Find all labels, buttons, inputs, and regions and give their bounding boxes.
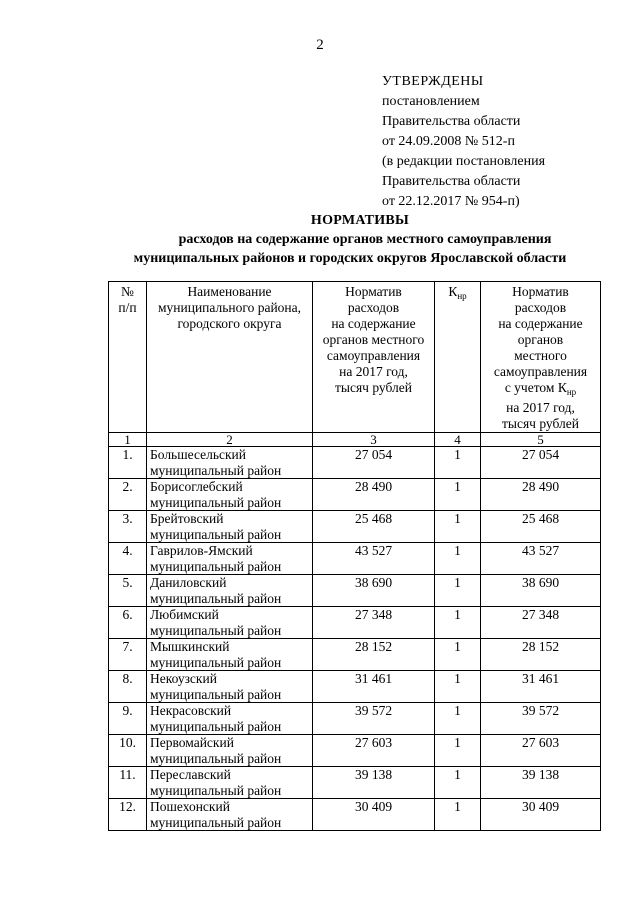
row-adjusted-norm: 27 348 [481,607,601,639]
header-subscript: нр [566,387,577,397]
header-text: расходов [347,300,400,315]
row-coefficient: 1 [435,639,481,671]
row-name [147,575,313,607]
row-adjusted-norm: 31 461 [481,671,601,703]
name-line: муниципальный район [150,654,282,670]
row-name [147,703,313,735]
header-text: тысяч рублей [502,416,579,431]
header-text: с учетом К [504,380,567,395]
name-line: муниципальный район [150,558,282,574]
row-number: 9. [109,703,147,735]
name-line: муниципальный район [150,622,282,638]
name-line: Гаврилов-Ямский [150,543,253,558]
column-number: 1 [109,433,147,447]
name-line: муниципальный район [150,718,282,734]
row-norm: 39 572 [313,703,435,735]
column-number: 4 [435,433,481,447]
row-number: 4. [109,543,147,575]
row-number: 1. [109,447,147,479]
row-name [147,639,313,671]
row-adjusted-norm: 27 054 [481,447,601,479]
header-text: Норматив [345,284,402,299]
header-text: самоуправления [493,364,588,379]
title-line-1: НОРМАТИВЫ [310,213,410,228]
row-adjusted-norm: 39 572 [481,703,601,735]
header-text: № [121,284,134,299]
header-subscript: нр [457,291,467,301]
row-coefficient: 1 [435,447,481,479]
table-row [109,767,601,799]
approval-block [382,72,545,212]
header-text: муниципального района, [157,300,302,315]
row-number: 5. [109,575,147,607]
row-coefficient: 1 [435,511,481,543]
row-norm: 28 490 [313,479,435,511]
header-text: на 2017 год, [506,400,575,415]
name-line: Большесельский [150,447,246,462]
header-text: К [448,284,458,299]
row-coefficient: 1 [435,575,481,607]
table-row [109,447,601,479]
row-norm: 43 527 [313,543,435,575]
header-text: на 2017 год, [339,364,408,379]
row-number: 3. [109,511,147,543]
title-line-2: расходов на содержание органов местного самоуправления [178,232,552,247]
table-row [109,511,601,543]
row-name [147,735,313,767]
name-line: муниципальный район [150,462,282,478]
row-norm: 25 468 [313,511,435,543]
name-line: муниципальный район [150,590,282,606]
name-line: муниципальный район [150,526,282,542]
norms-table [108,281,601,831]
table-row [109,543,601,575]
name-line: Любимский [150,607,219,622]
title-line-3: муниципальных районов и городских округов Ярославской области [133,251,567,266]
name-line: Даниловский [150,575,227,590]
row-number: 11. [109,767,147,799]
approval-line: постановлением [382,94,480,109]
name-line: Мышкинский [150,639,230,654]
row-name [147,447,313,479]
header-text: Норматив [512,284,569,299]
header-text: органов местного [322,332,425,347]
row-norm: 27 603 [313,735,435,767]
row-norm: 30 409 [313,799,435,831]
header-text: городского округа [177,316,282,331]
table-row [109,575,601,607]
header-norm [313,282,435,433]
name-line: Пошехонский [150,799,230,814]
table-row [109,479,601,511]
name-line: Переславский [150,767,231,782]
row-adjusted-norm: 28 152 [481,639,601,671]
row-coefficient: 1 [435,703,481,735]
header-name [147,282,313,433]
row-number: 2. [109,479,147,511]
row-adjusted-norm: 28 490 [481,479,601,511]
column-number-row [109,433,601,447]
table-row [109,671,601,703]
row-coefficient: 1 [435,543,481,575]
header-text: на содержание [498,316,583,331]
header-coefficient [435,282,481,433]
row-coefficient: 1 [435,799,481,831]
row-name [147,479,313,511]
row-norm: 27 054 [313,447,435,479]
row-adjusted-norm: 39 138 [481,767,601,799]
header-text: самоуправления [326,348,421,363]
row-number: 12. [109,799,147,831]
row-coefficient: 1 [435,735,481,767]
table-row [109,639,601,671]
row-number: 10. [109,735,147,767]
header-text: расходов [514,300,567,315]
header-text: Наименование [187,284,272,299]
row-name [147,767,313,799]
name-line: Борисоглебский [150,479,243,494]
row-name [147,511,313,543]
row-coefficient: 1 [435,479,481,511]
approval-heading: УТВЕРЖДЕНЫ [382,74,484,89]
table-row [109,799,601,831]
name-line: муниципальный район [150,814,282,830]
approval-line: (в редакции постановления [382,154,546,169]
row-name [147,671,313,703]
approval-line: Правительства области [382,174,521,189]
approval-line: от 24.09.2008 № 512-п [382,134,515,149]
name-line: муниципальный район [150,750,282,766]
header-text [484,380,597,400]
row-coefficient: 1 [435,607,481,639]
row-norm: 27 348 [313,607,435,639]
document-title [0,211,640,268]
header-adjusted-norm [481,282,601,433]
column-number: 5 [481,433,601,447]
name-line: муниципальный район [150,686,282,702]
row-number: 7. [109,639,147,671]
row-adjusted-norm: 43 527 [481,543,601,575]
row-adjusted-norm: 30 409 [481,799,601,831]
row-norm: 31 461 [313,671,435,703]
row-norm: 38 690 [313,575,435,607]
row-norm: 39 138 [313,767,435,799]
name-line: Первомайский [150,735,234,750]
name-line: Брейтовский [150,511,224,526]
header-text: местного [514,348,567,363]
header-text: п/п [118,300,137,315]
row-name [147,543,313,575]
column-number: 2 [147,433,313,447]
name-line: Некоузский [150,671,217,686]
row-adjusted-norm: 38 690 [481,575,601,607]
row-name [147,799,313,831]
header-text: на содержание [331,316,416,331]
table-row [109,607,601,639]
name-line: муниципальный район [150,494,282,510]
row-number: 8. [109,671,147,703]
row-number: 6. [109,607,147,639]
table-row [109,735,601,767]
row-name [147,607,313,639]
name-line: муниципальный район [150,782,282,798]
header-text: органов [517,332,564,347]
approval-line: Правительства области [382,114,521,129]
column-number: 3 [313,433,435,447]
name-line: Некрасовский [150,703,232,718]
page-number: 2 [316,37,324,53]
row-coefficient: 1 [435,671,481,703]
approval-line: от 22.12.2017 № 954-п) [382,194,520,209]
row-adjusted-norm: 27 603 [481,735,601,767]
header-number [109,282,147,433]
header-text: тысяч рублей [335,380,412,395]
row-norm: 28 152 [313,639,435,671]
row-adjusted-norm: 25 468 [481,511,601,543]
row-coefficient: 1 [435,767,481,799]
table-row [109,703,601,735]
table-header-row [109,282,601,433]
